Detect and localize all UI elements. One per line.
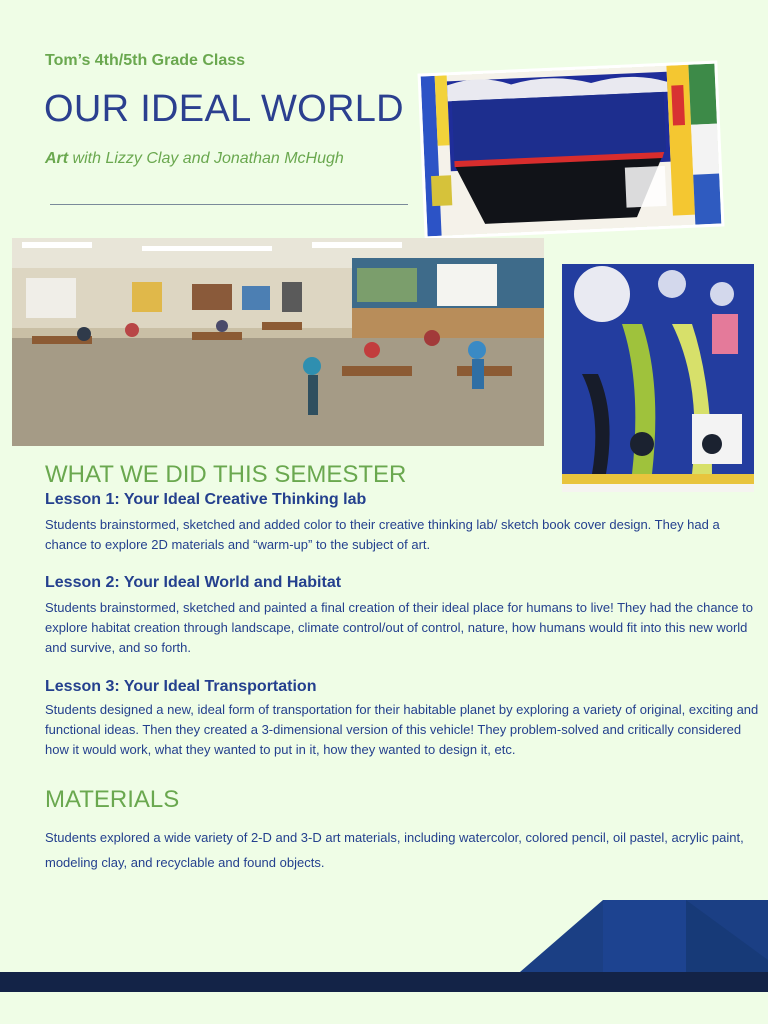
lesson-3-body: Students designed a new, ideal form of transportation for their habitable planet by exploring a variety of original, exciting and functional ideas. Then they created a 3-dimensional version of this vehicle! They problem-solved and critically considered how it would work, what they wanted to put in it, how they wanted to design it, etc. (45, 702, 759, 757)
blue-painting-photo (562, 264, 754, 492)
lesson-2-body: Students brainstormed, sketched and painted a final creation of their ideal place for humans to live! They had the chance to explore habitat creation through landscape, climate control/out of control, nature, how humans would fit into this new world and survive, and so forth. (45, 600, 753, 655)
materials-body: Students explored a wide variety of 2-D and 3-D art materials, including watercolor, colored pencil, oil pastel, acrylic paint, modeling clay, and recyclable and found objects. (45, 830, 744, 870)
lesson-3-title: Lesson 3: Your Ideal Transportation (45, 678, 317, 695)
page-title: OUR IDEAL WORLD (44, 88, 404, 130)
subtitle-rest: with Lizzy Clay and Jonathan McHugh (68, 150, 344, 167)
lesson-1-body: Students brainstormed, sketched and added color to their creative thinking lab/ sketch book cover design. They had a chance to explore 2D materials and “warm-up” to the subject of art. (45, 517, 720, 552)
lesson-1-title: Lesson 1: Your Ideal Creative Thinking lab (45, 491, 367, 508)
subtitle-prefix: Art (45, 150, 69, 167)
classroom-panorama-photo (12, 238, 544, 446)
semester-heading: WHAT WE DID THIS SEMESTER (45, 461, 407, 488)
boat-painting-photo (421, 64, 722, 237)
lesson-2-title: Lesson 2: Your Ideal World and Habitat (45, 574, 342, 591)
materials-heading: MATERIALS (45, 786, 180, 813)
subtitle (45, 150, 344, 168)
class-name: Tom’s 4th/5th Grade Class (45, 52, 246, 69)
footer-decoration (0, 900, 768, 994)
header-divider (50, 204, 408, 205)
